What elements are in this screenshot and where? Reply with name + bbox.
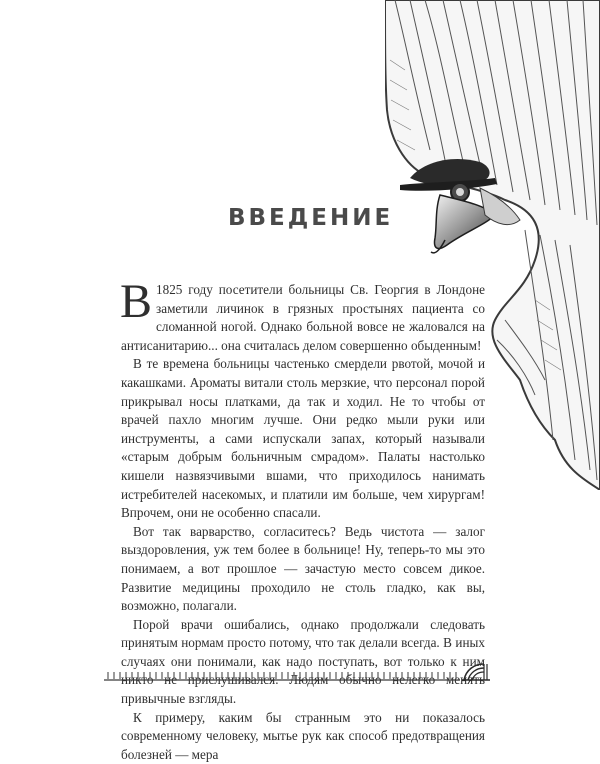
paragraph-5: К примеру, каким бы странным это ни показалось современному человеку, мытье рук как способ предотвращения болезней — мера <box>121 709 485 762</box>
paragraph-3: Вот так варварство, согласитесь? Ведь чистота — залог выздоровления, уж тем более в больнице! Ну, теперь-то мы это понимаем, а вот прошлое — зачастую место совсем дикое. Развитие медицины проходило не столь гладко, как вы, возможно, полагали. <box>121 523 485 614</box>
paragraph-1-text: 1825 году посетители больницы Св. Георгия в Лондоне заметили личинок в грязных простынях пациента со сломанной ногой. Однако больной вовсе не жаловался на антисанитарию... она считалась делом совершенно обыденным! <box>121 282 485 353</box>
paragraph-4: Порой врачи ошибались, однако продолжали следовать принятым нормам просто потому, что так делали всегда. В иных случаях они понимали, как надо поступать, вот только к ним никто не прислушивался. Людям обычно нелегко менять привычные взгляды. <box>121 616 485 707</box>
chapter-body <box>120 275 485 764</box>
paragraph-1 <box>120 275 485 355</box>
chapter-title: ВВЕДЕНИЕ <box>228 205 394 231</box>
page-ornament-icon <box>462 660 490 684</box>
paragraph-2: В те времена больницы частенько смердели рвотой, мочой и какашками. Ароматы витали столь мерзкие, что персонал порой прикрывал носы платками, да так и ходил. Не то чтобы от врачей пахло многим лучше. Они редко мыли руки или инструменты, а сами испускали запах, который называли «старым добрым больничным смрадом». Палаты настолько кишели назвязчивыми вшами, что приходилось нанимать истребителей насекомых, и платили им больше, чем хирургам! Впрочем, они не особенно спасали. <box>121 356 485 521</box>
footer-rule <box>104 668 460 682</box>
drop-cap: В <box>120 275 153 328</box>
